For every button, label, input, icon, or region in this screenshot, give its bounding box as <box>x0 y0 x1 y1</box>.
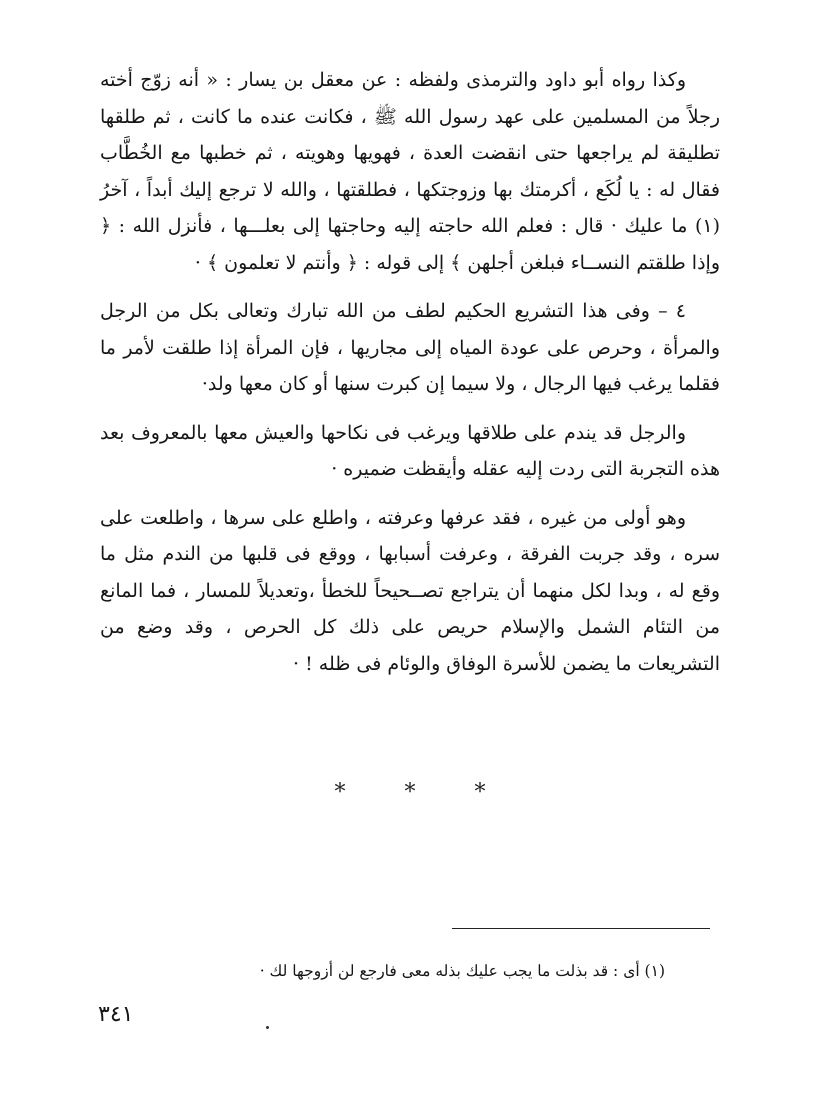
page-number: ٣٤١ <box>98 1002 134 1027</box>
paragraph-husband: والرجل قد يندم على طلاقها ويرغب فى نكاحها والعيش معها بالمعروف بعد هذه التجربة التى ردت إليه عقله وأيقظت ضميره · <box>100 421 720 480</box>
paragraph-reconciliation: وهو أولى من غيره ، فقد عرفها وعرفته ، واطلع على سرها ، واطلعت على سره ، وقد جربت الفرقة ، وعرفت أسبابها ، ووقع فى قلبها من الندم مثل ما وقع له ، وبدا لكل منهما أن يتراجع تصــحيحاً للخطأ ،وتعديلاً للمسار ، فما المانع من التئام الشمل والإسلام حريص على ذلك كل الحرص ، وقد وضع من التشريعات ما يضمن للأسرة الوفاق والوئام فى ظله ! · <box>100 506 720 675</box>
section-ornament <box>330 780 490 805</box>
footnote-divider <box>452 928 710 929</box>
footnote: (١) أى : قد بذلت ما يجب عليك بذله معى فارجع لن أزوجها لك · <box>259 962 665 980</box>
asterisk-icon: * <box>334 780 346 805</box>
paragraph-point-4: ٤ – وفى هذا التشريع الحكيم لطف من الله تبارك وتعالى بكل من الرجل والمرأة ، وحرص على عودة المياه إلى مجاريها ، فإن المرأة إذا طلقت لأمر ما فقلما يرغب فيها الرجال ، ولا سيما إن كبرت سنها أو كان معها ولد· <box>100 300 720 395</box>
asterisk-icon: * <box>474 780 486 805</box>
body-text <box>100 62 720 682</box>
ink-speck <box>266 1026 269 1029</box>
paragraph-hadith: وكذا رواه أبو داود والترمذى ولفظه : عن معقل بن يسار : « أنه زوّج أخته رجلاً من المسلمين على عهد رسول الله ﷺ ، فكانت عنده ما كانت ، ثم طلقها تطليقة لم يراجعها حتى انقضت العدة ، فهويها وهويته ، ثم خطبها مع الخُطَّاب فقال له : يا لُكَع ، أكرمتك بها وزوجتكها ، فطلقتها ، والله لا ترجع إليك أبداً ، آخرُ (١) ما عليك · قال : فعلم الله حاجته إليه وحاجتها إلى بعلـــها ، فأنزل الله : ﴿ وإذا طلقتم النســاء فبلغن أجلهن ﴾ إلى قوله : ﴿ وأنتم لا تعلمون ﴾ · <box>100 69 720 274</box>
asterisk-icon: * <box>404 780 416 805</box>
